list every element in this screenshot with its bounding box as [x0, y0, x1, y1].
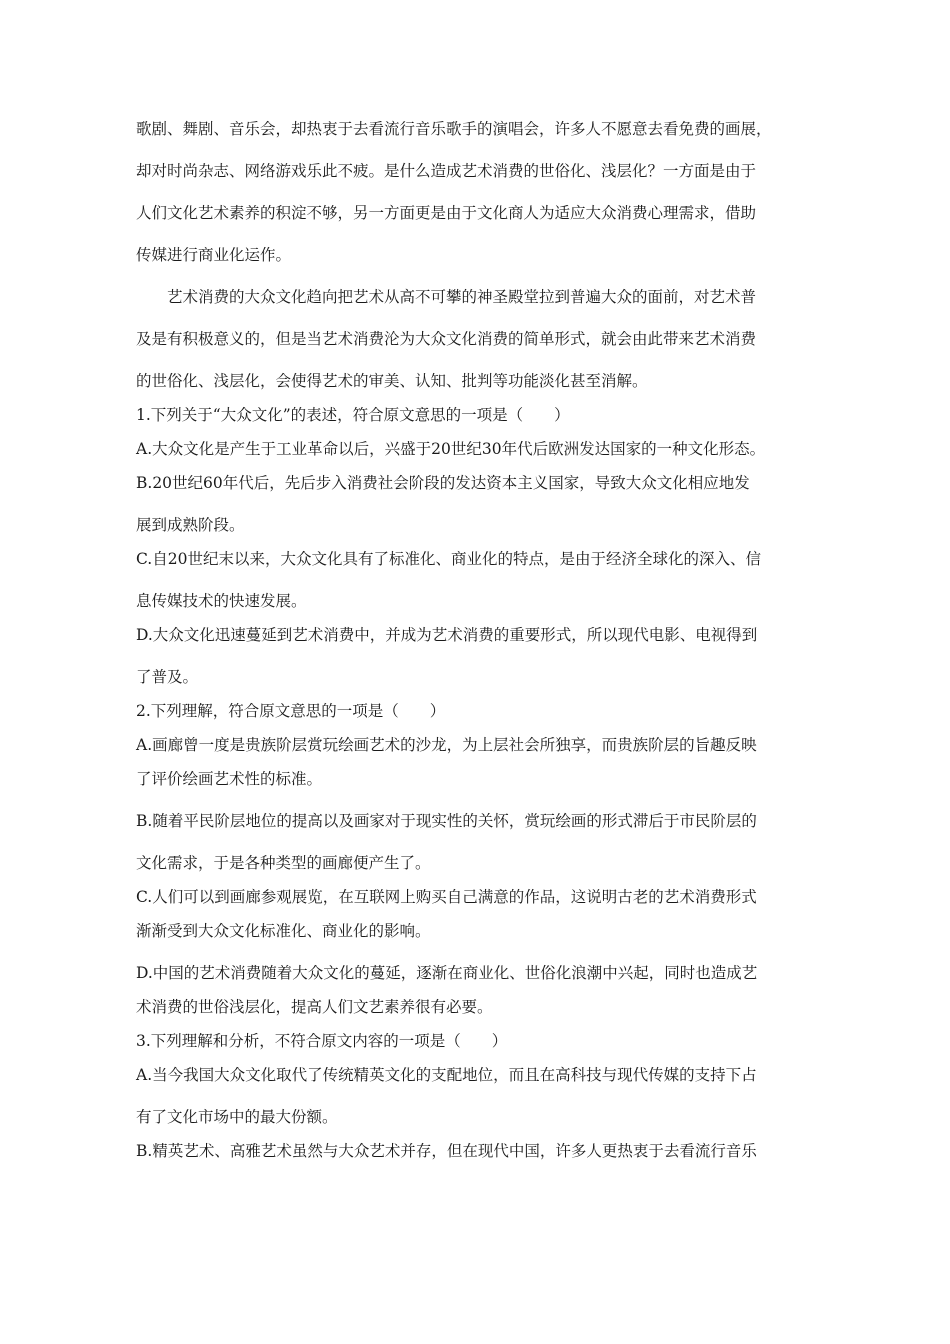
option-b: B.20世纪60年代后，先后步入消费社会阶段的发达资本主义国家，导致大众文化相应地发 [136, 474, 750, 492]
option-b: B.随着平民阶层地位的提高以及画家对于现实性的关怀，赏玩绘画的形式滞后于市民阶层的 [136, 812, 757, 830]
question-2 [136, 700, 826, 1019]
text-line: 及是有积极意义的，但是当艺术消费沦为大众文化消费的简单形式，就会由此带来艺术消费 [136, 330, 757, 348]
option-b: B.精英艺术、高雅艺术虽然与大众艺术并存，但在现代中国，许多人更热衷于去看流行音乐 [136, 1142, 757, 1160]
question-1 [136, 404, 826, 689]
text-line: 传媒进行商业化运作。 [136, 246, 292, 264]
option-c: C.自20世纪末以来，大众文化具有了标准化、商业化的特点，是由于经济全球化的深入、信 [136, 550, 761, 568]
text-line: 的世俗化、浅层化，会使得艺术的审美、认知、批判等功能淡化甚至消解。 [136, 372, 648, 390]
question-stem: 1.下列关于“大众文化”的表述，符合原文意思的一项是（ ） [136, 406, 570, 424]
option-c: C.人们可以到画廊参观展览，在互联网上购买自己满意的作品，这说明古老的艺术消费形式 [136, 888, 757, 906]
option-c-cont: 息传媒技术的快速发展。 [136, 592, 307, 610]
paragraph [136, 118, 826, 267]
text-line: 人们文化艺术素养的积淀不够，另一方面更是由于文化商人为适应大众消费心理需求，借助 [136, 204, 757, 222]
option-a-cont: 有了文化市场中的最大份额。 [136, 1108, 338, 1126]
text-line: 却对时尚杂志、网络游戏乐此不疲。是什么造成艺术消费的世俗化、浅层化？一方面是由于 [136, 162, 757, 180]
question-stem: 3.下列理解和分析，不符合原文内容的一项是（ ） [136, 1032, 508, 1050]
question-3 [136, 1030, 826, 1163]
option-d: D.大众文化迅速蔓延到艺术消费中，并成为艺术消费的重要形式，所以现代电影、电视得到 [136, 626, 758, 644]
text-line: 歌剧、舞剧、音乐会，却热衷于去看流行音乐歌手的演唱会，许多人不愿意去看免费的画展， [136, 120, 772, 138]
option-d-cont: 术消费的世俗浅层化，提高人们文艺素养很有必要。 [136, 998, 493, 1016]
option-a-cont: 了评价绘画艺术性的标准。 [136, 770, 323, 788]
option-a: A.大众文化是产生于工业革命以后，兴盛于20世纪30年代后欧洲发达国家的一种文化形态。 [136, 440, 766, 458]
option-c-cont: 渐渐受到大众文化标准化、商业化的影响。 [136, 922, 431, 940]
option-d: D.中国的艺术消费随着大众文化的蔓延，逐渐在商业化、世俗化浪潮中兴起，同时也造成艺 [136, 964, 758, 982]
question-stem: 2.下列理解，符合原文意思的一项是（ ） [136, 702, 446, 720]
option-d-cont: 了普及。 [136, 668, 199, 686]
option-a: A.画廊曾一度是贵族阶层赏玩绘画艺术的沙龙，为上层社会所独享，而贵族阶层的旨趣反映 [136, 736, 757, 754]
paragraph [136, 286, 826, 393]
option-b-cont: 文化需求，于是各种类型的画廊便产生了。 [136, 854, 431, 872]
text-line: 艺术消费的大众文化趋向把艺术从高不可攀的神圣殿堂拉到普遍大众的面前，对艺术普 [167, 288, 757, 306]
document-page [136, 118, 826, 1163]
option-b-cont: 展到成熟阶段。 [136, 516, 245, 534]
option-a: A.当今我国大众文化取代了传统精英文化的支配地位，而且在高科技与现代传媒的支持下占 [136, 1066, 757, 1084]
